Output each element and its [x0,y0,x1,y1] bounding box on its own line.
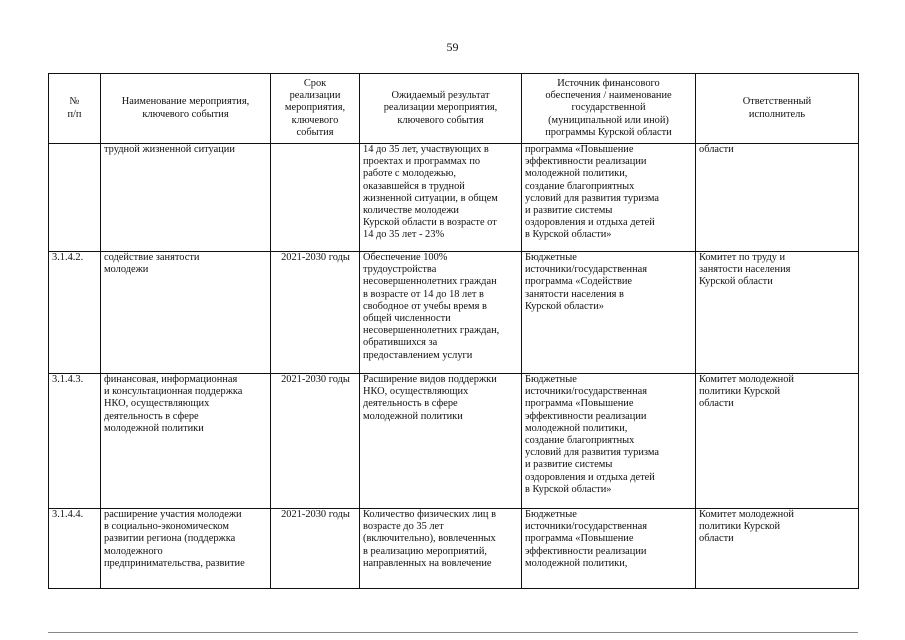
row-name: содействие занятости молодежи [101,252,271,374]
row-result: 14 до 35 лет, участвующих в проектах и программах по работе с молодежью, оказавшейся в трудной жизненной ситуации, в общем количестве молодежи Курской области в возрасте от 14 до 35 лет - 23% [360,144,522,252]
header-period: Срок реализации мероприятия, ключевого события [271,74,360,144]
page-bottom-rule [48,632,858,633]
row-result: Количество физических лиц в возрасте до 35 лет (включительно), вовлеченных в реализацию мероприятий, направленных на вовлечение [360,509,522,589]
row-source: Бюджетные источники/государственная программа «Повышение эффективности реализации молодежной политики, создание благоприятных условий для развития туризма и развитие системы оздоровления и отдыха детей в Курской области» [522,374,696,509]
row-period: 2021-2030 годы [271,374,360,509]
row-executor: области [696,144,859,252]
row-number: 3.1.4.3. [49,374,101,509]
row-result: Расширение видов поддержки НКО, осуществляющих деятельность в сфере молодежной политики [360,374,522,509]
row-executor: Комитет молодежной политики Курской области [696,374,859,509]
row-period: 2021-2030 годы [271,509,360,589]
row-name: финансовая, информационная и консультационная поддержка НКО, осуществляющих деятельность в сфере молодежной политики [101,374,271,509]
header-result: Ожидаемый результат реализации мероприятия, ключевого события [360,74,522,144]
header-source: Источник финансового обеспечения / наименование государственной (муниципальной или иной) программы Курской области [522,74,696,144]
measures-table [48,73,859,589]
row-source: программа «Повышение эффективности реализации молодежной политики, создание благоприятных условий для развития туризма и развитие системы оздоровления и отдыха детей в Курской области» [522,144,696,252]
row-number: 3.1.4.4. [49,509,101,589]
table-header-row [49,74,859,144]
header-name: Наименование мероприятия, ключевого события [101,74,271,144]
table-row [49,509,859,589]
header-executor: Ответственный исполнитель [696,74,859,144]
row-period: 2021-2030 годы [271,252,360,374]
page-number: 59 [446,40,459,54]
row-period [271,144,360,252]
row-name: трудной жизненной ситуации [101,144,271,252]
table-row [49,374,859,509]
row-number [49,144,101,252]
row-source: Бюджетные источники/государственная программа «Повышение эффективности реализации молодежной политики, [522,509,696,589]
row-number: 3.1.4.2. [49,252,101,374]
row-result: Обеспечение 100% трудоустройства несовершеннолетних граждан в возрасте от 14 до 18 лет в свободное от учебы время в общей численности несовершеннолетних граждан, обратившихся за предоставлением услуги [360,252,522,374]
row-source: Бюджетные источники/государственная программа «Содействие занятости населения в Курской области» [522,252,696,374]
row-name: расширение участия молодежи в социально-экономическом развитии региона (поддержка молодежного предпринимательства, развитие [101,509,271,589]
table-row [49,144,859,252]
row-executor: Комитет молодежной политики Курской области [696,509,859,589]
row-executor: Комитет по труду и занятости населения Курской области [696,252,859,374]
header-number: № п/п [49,74,101,144]
table-row [49,252,859,374]
